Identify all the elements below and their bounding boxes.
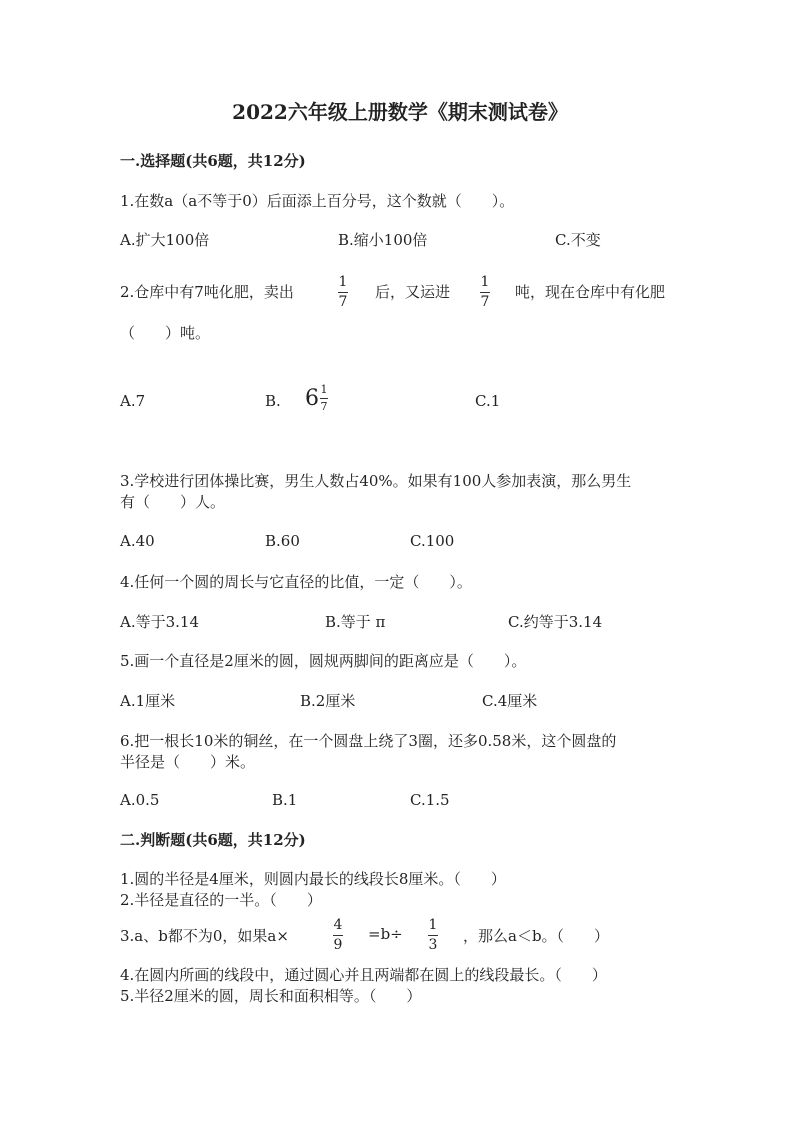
q6-option-a: A.0.5 xyxy=(120,791,160,809)
q6-option-c: C.1.5 xyxy=(410,791,450,809)
judgment-2: 2.半径是直径的一半。（ ） xyxy=(120,891,322,909)
question-2-stem-part3: 吨，现在仓库中有化肥 xyxy=(515,283,666,301)
mixed-whole: 6 xyxy=(305,385,319,411)
fraction-numerator: 1 xyxy=(338,274,348,290)
judgment-3-fraction-1 xyxy=(333,918,343,952)
question-2-stem-part1: 2.仓库中有7吨化肥，卖出 xyxy=(120,283,294,301)
judgment-1: 1.圆的半径是4厘米，则圆内最长的线段长8厘米。（ ） xyxy=(120,870,506,888)
q1-option-a: A.扩大100倍 xyxy=(120,231,210,249)
fraction-bar xyxy=(428,935,438,936)
question-2-fraction-2 xyxy=(480,275,490,309)
fraction-denominator: 7 xyxy=(480,293,490,310)
fraction-numerator: 1 xyxy=(428,917,438,933)
fraction-bar xyxy=(320,398,328,399)
page-title: 2022六年级上册数学《期末测试卷》 xyxy=(232,100,568,124)
fraction-numerator: 1 xyxy=(480,274,490,290)
question-2-stem-part2: 后，又运进 xyxy=(375,283,451,301)
question-6-stem-line1: 6.把一根长10米的铜丝，在一个圆盘上绕了3圈，还多0.58米，这个圆盘的 xyxy=(120,732,617,750)
judgment-5: 5.半径2厘米的圆，周长和面积相等。（ ） xyxy=(120,987,422,1005)
question-2-fraction-1 xyxy=(338,275,348,309)
judgment-3-part2: =b÷ xyxy=(368,925,403,943)
judgment-3-fraction-2 xyxy=(428,918,438,952)
question-4-stem: 4.任何一个圆的周长与它直径的比值，一定（ ）。 xyxy=(120,573,472,591)
question-3-stem-line2: 有（ ）人。 xyxy=(120,493,226,511)
fraction-bar xyxy=(338,292,348,293)
fraction-bar xyxy=(480,292,490,293)
fraction-denominator: 7 xyxy=(338,293,348,310)
q2-option-a: A.7 xyxy=(120,392,146,410)
judgment-3-part1: 3.a、b都不为0，如果a× xyxy=(120,927,289,945)
q3-option-a: A.40 xyxy=(120,532,155,550)
section-heading-judgment: 二.判断题(共6题，共12分) xyxy=(120,831,306,849)
question-3-stem-line1: 3.学校进行团体操比赛，男生人数占40%。如果有100人参加表演，那么男生 xyxy=(120,472,632,490)
q2-option-c: C.1 xyxy=(475,392,501,410)
fraction-numerator: 1 xyxy=(320,383,328,396)
q1-option-c: C.不变 xyxy=(555,231,601,249)
q4-option-c: C.约等于3.14 xyxy=(508,613,603,631)
q1-option-b: B.缩小100倍 xyxy=(338,231,428,249)
question-5-stem: 5.画一个直径是2厘米的圆，圆规两脚间的距离应是（ ）。 xyxy=(120,652,527,670)
q4-option-b: B.等于 π xyxy=(325,613,386,631)
question-6-stem-line2: 半径是（ ）米。 xyxy=(120,753,256,771)
question-2-stem-line2: （ ）吨。 xyxy=(120,324,211,342)
q2-option-b-mixed-number xyxy=(305,384,328,412)
fraction-bar xyxy=(333,935,343,936)
fraction-denominator: 3 xyxy=(428,936,438,953)
section-heading-choice: 一.选择题(共6题，共12分) xyxy=(120,152,306,170)
judgment-4: 4.在圆内所画的线段中，通过圆心并且两端都在圆上的线段最长。（ ） xyxy=(120,966,607,984)
q6-option-b: B.1 xyxy=(272,791,298,809)
fraction-numerator: 4 xyxy=(333,917,343,933)
q3-option-b: B.60 xyxy=(265,532,300,550)
q3-option-c: C.100 xyxy=(410,532,455,550)
q4-option-a: A.等于3.14 xyxy=(120,613,199,631)
fraction-denominator: 7 xyxy=(320,399,328,413)
q5-option-b: B.2厘米 xyxy=(300,692,356,710)
q2-option-b: B. xyxy=(265,392,281,410)
judgment-3-part3: ，那么a＜b。（ ） xyxy=(463,927,610,945)
q5-option-a: A.1厘米 xyxy=(120,692,176,710)
fraction-denominator: 9 xyxy=(333,936,343,953)
q5-option-c: C.4厘米 xyxy=(482,692,538,710)
question-1-stem: 1.在数a（a不等于0）后面添上百分号，这个数就（ ）。 xyxy=(120,192,515,210)
